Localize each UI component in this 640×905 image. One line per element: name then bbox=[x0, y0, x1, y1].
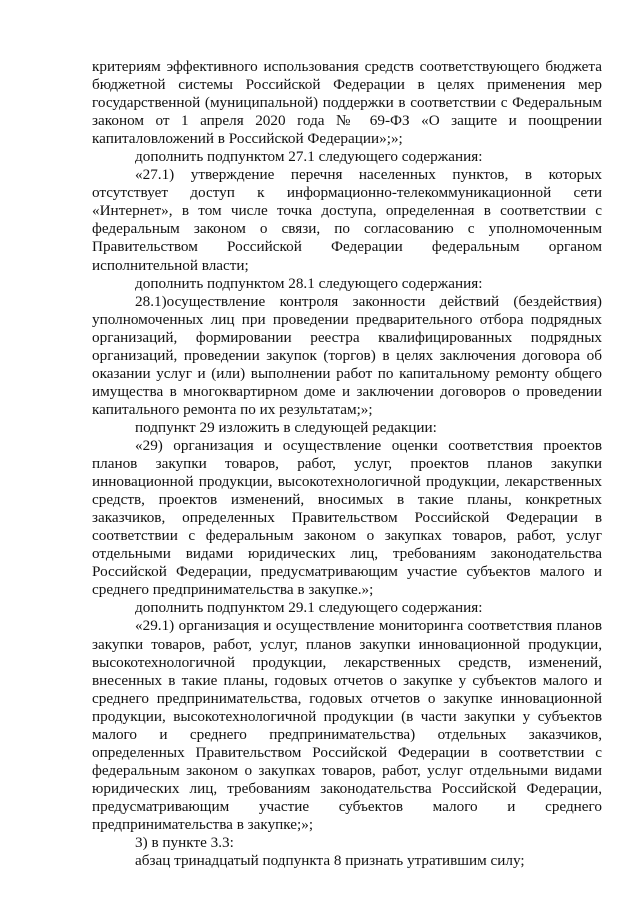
paragraph-29-edit: подпункт 29 изложить в следующей редакции: bbox=[135, 418, 437, 436]
paragraph-item-3-3: 3) в пункте 3.3: bbox=[135, 834, 234, 852]
paragraph-27-1-text: «27.1) утверждение перечня населенных пунктов, в которых отсутствует доступ к информационно-телекоммуникационной сети «Интернет», в том числе точка доступа, определенная в соответствии с федеральным законом о связи, по согласованию с уполномоченным Правительством Российской Федерации федеральным органом исполнительной власти; bbox=[92, 166, 602, 274]
document-body bbox=[92, 58, 602, 870]
paragraph-add-29-1: дополнить подпунктом 29.1 следующего содержания: bbox=[135, 599, 483, 617]
paragraph-29-text: «29) организация и осуществление оценки соответствия проектов планов закупки товаров, работ, услуг, проектов планов закупки инновационной продукции, высокотехнологичной продукции, лекарственных средств, проектов изменений, вносимых в такие планы, конкретных заказчиков, определенных Правительством Российской Федерации в соответствии с федеральным законом о закупках товаров, работ, услуг отдельными видами юридических лиц, требованиям законодательства Российской Федерации, предусматривающим участие субъектов малого и среднего предпринимательства в закупке.»; bbox=[92, 436, 602, 599]
paragraph-subitem-8: абзац тринадцатый подпункта 8 признать утратившим силу; bbox=[135, 852, 525, 870]
paragraph-28-1-text: 28.1)осуществление контроля законности действий (бездействия) уполномоченных лиц при проведении предварительного отбора подрядных организаций, формировании реестра квалифицированных подрядных организаций, проведении закупок (торгов) в целях заключения договора об оказании услуг и (или) выполнении работ по капитальному ремонту общего имущества в многоквартирном доме и заключении договоров о проведении капитального ремонта по их результатам;»; bbox=[92, 292, 602, 418]
paragraph-add-28-1: дополнить подпунктом 28.1 следующего содержания: bbox=[135, 274, 483, 292]
paragraph-add-27-1: дополнить подпунктом 27.1 следующего содержания: bbox=[135, 148, 483, 166]
paragraph-29-1-text: «29.1) организация и осуществление мониторинга соответствия планов закупки товаров, работ, услуг, планов закупки инновационной продукции, высокотехнологичной продукции, лекарственных средств, изменений, внесенных в такие планы, годовых отчетов о закупке у субъектов малого и среднего предпринимательства, годовых отчетов о закупке инновационной продукции, высокотехнологичной продукции (в части закупки у субъектов малого и среднего предпринимательства) отдельных заказчиков, определенных Правительством Российской Федерации в соответствии с федеральным законом о закупках товаров, работ, услуг отдельными видами юридических лиц, требованиям законодательства Российской Федерации, предусматривающим участие субъектов малого и среднего предпринимательства в закупке;»; bbox=[92, 617, 602, 833]
paragraph-continuation: критериям эффективного использования средств соответствующего бюджета бюджетной системы Российской Федерации в целях применения мер государственной (муниципальной) поддержки в соответствии с Федеральным законом от 1 апреля 2020 года № 69-ФЗ «О защите и поощрении капиталовложений в Российской Федерации»;»; bbox=[92, 58, 602, 148]
